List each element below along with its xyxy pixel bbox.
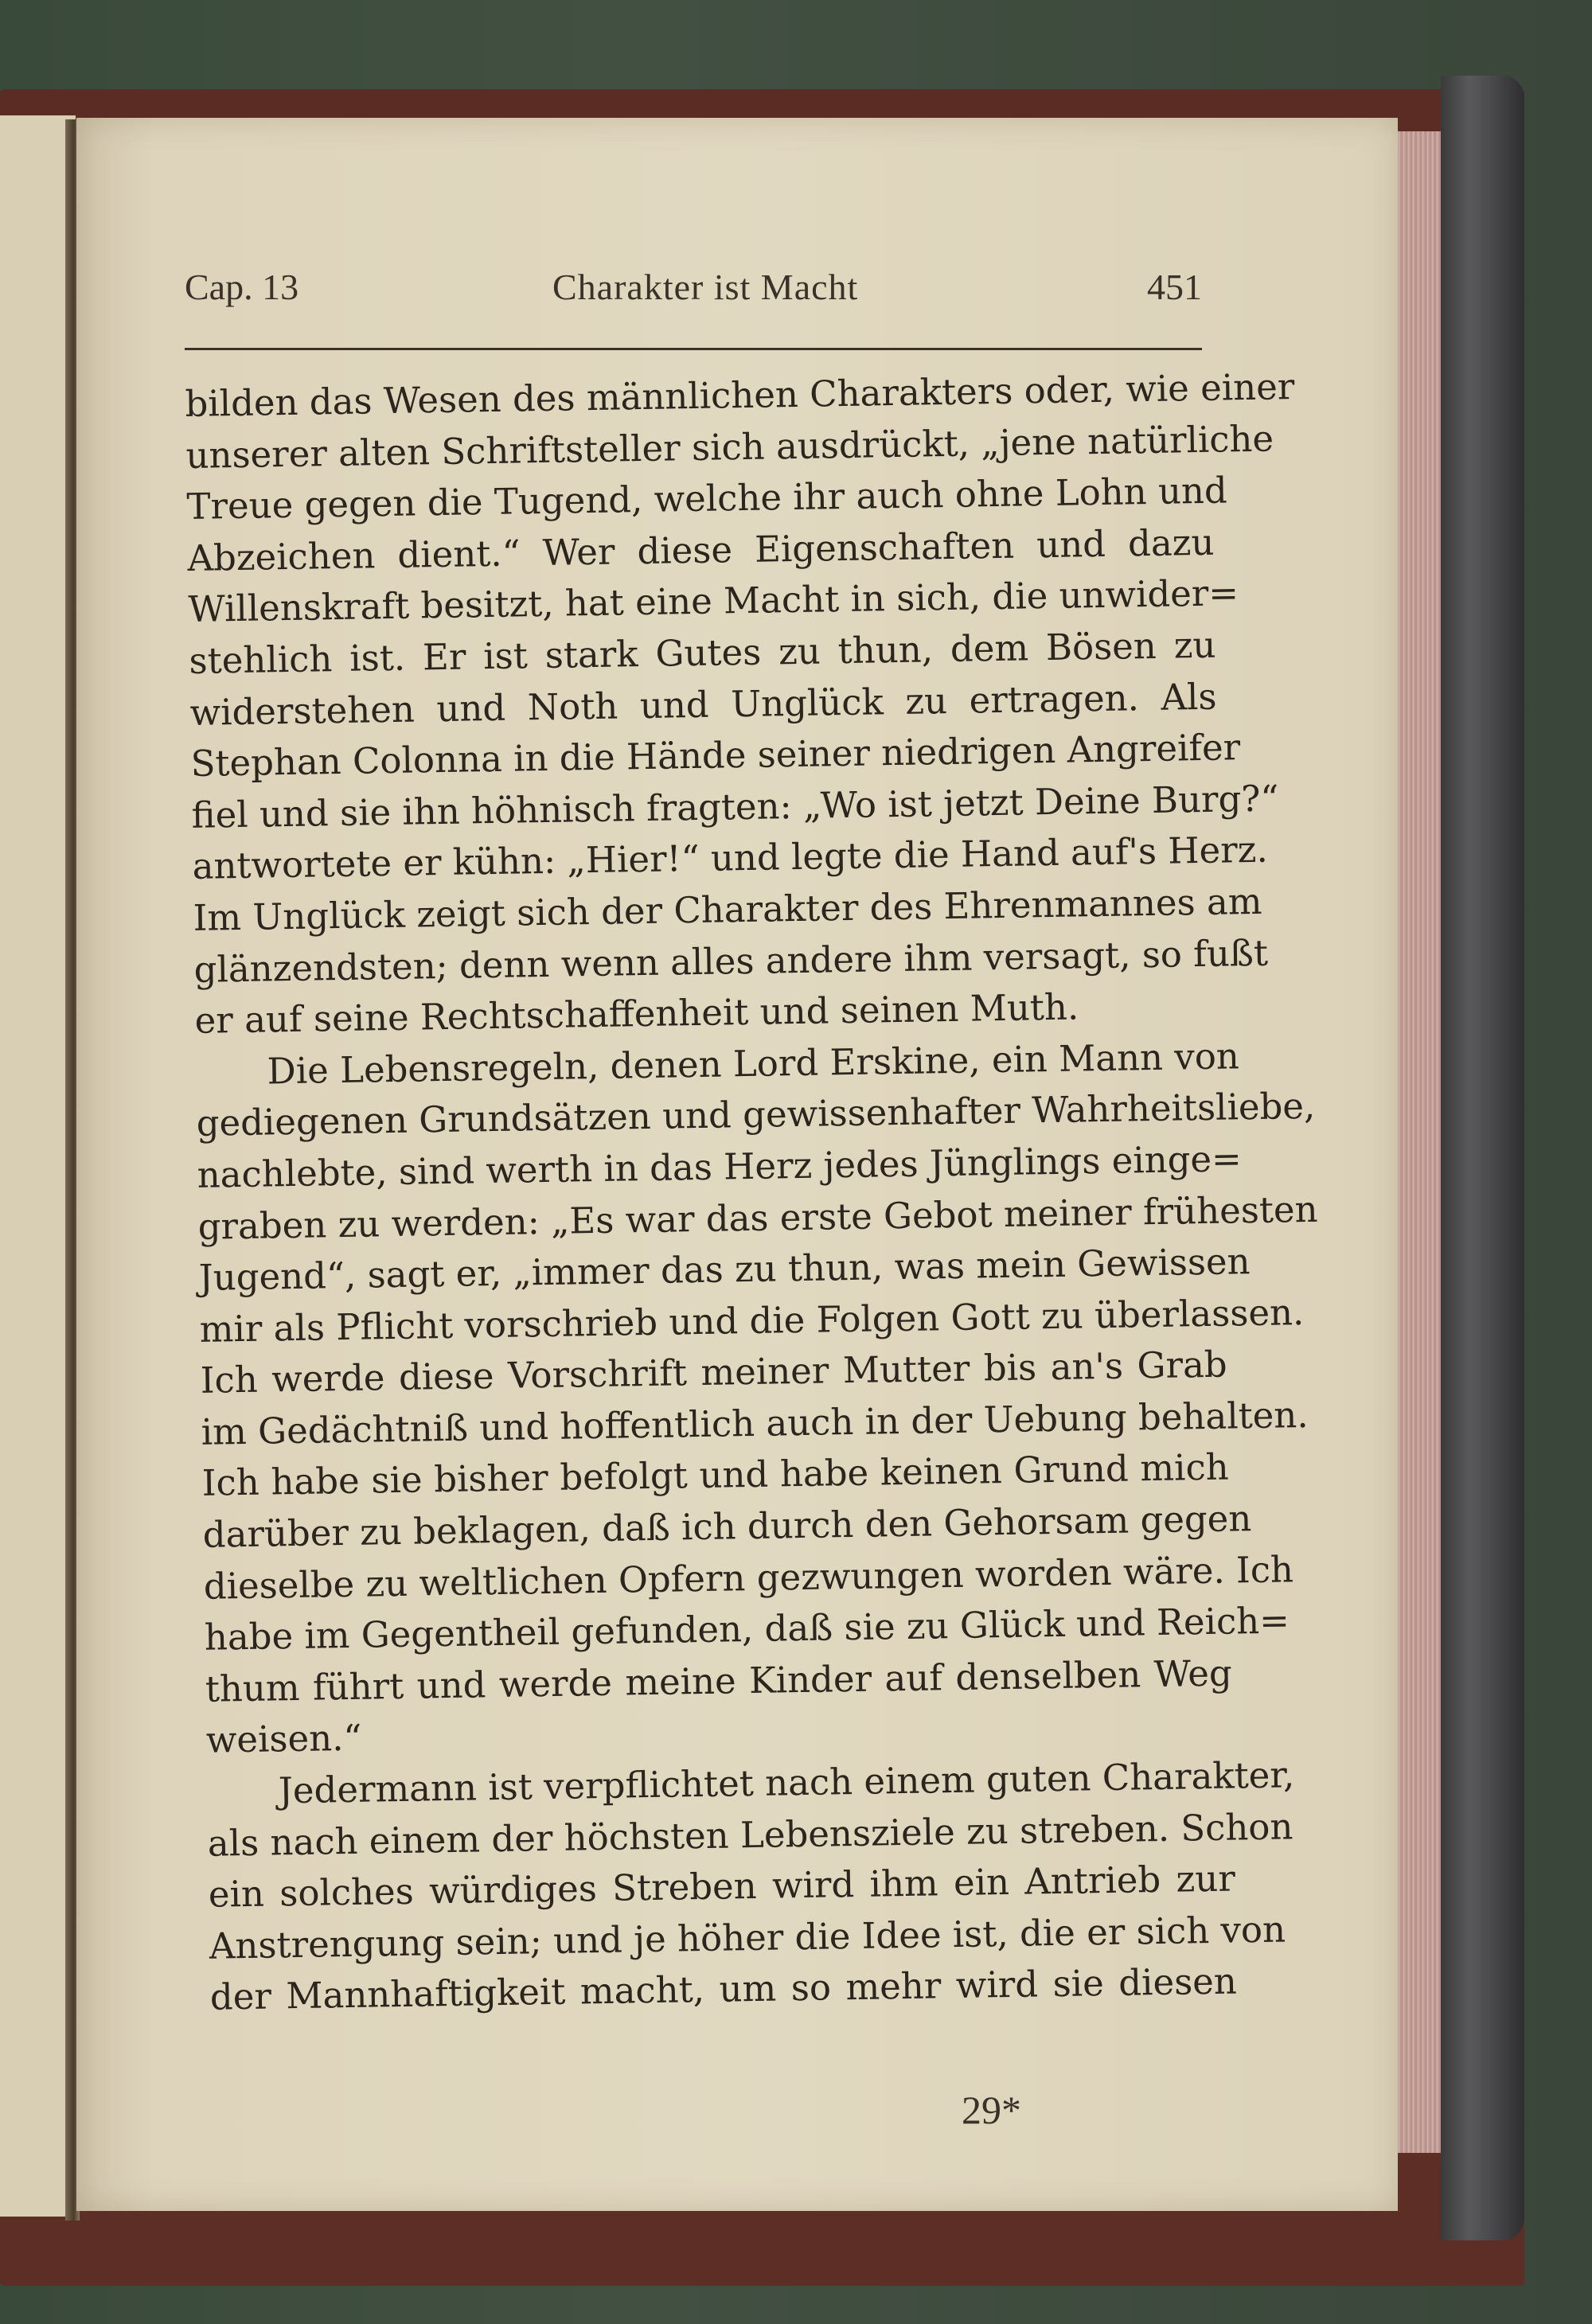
text-line: mir als Pflicht vorschrieb und die Folgen Gott zu überlassen. bbox=[199, 1290, 1305, 1351]
chapter-label: Cap. 13 bbox=[185, 267, 299, 307]
text-line: habe im Gegentheil gefunden, daß sie zu Glück und Reich= bbox=[204, 1599, 1290, 1659]
text-line: Treue gegen die Tugend, welche ihr auch ohne Lohn und bbox=[186, 469, 1228, 528]
text-line: ein solches würdiges Streben wird ihm ein Antrieb zur bbox=[208, 1857, 1236, 1916]
book-spine bbox=[1441, 76, 1524, 2240]
running-header bbox=[185, 266, 1202, 314]
text-line: antwortete er kühn: „Hier!“ und legte die Hand auf's Herz. bbox=[192, 829, 1269, 888]
text-line: unserer alten Schriftsteller sich ausdrückt, „jene natürliche bbox=[185, 417, 1274, 477]
page-number: 451 bbox=[1147, 267, 1202, 307]
text-line: der Mannhaftigkeit macht, um so mehr wird sie diesen bbox=[209, 1959, 1238, 2019]
text-line: glänzendsten; denn wenn alles andere ihm versagt, so fußt bbox=[193, 931, 1269, 991]
text-line: Im Unglück zeigt sich der Charakter des Ehrenmannes am bbox=[193, 879, 1262, 939]
text-line: weisen.“ bbox=[205, 1717, 362, 1762]
text-line: gediegenen Grundsätzen und gewissenhafter Wahrheitsliebe, bbox=[196, 1085, 1316, 1145]
text-line: im Gedächtniß und hoffentlich auch in der Uebung behalten. bbox=[201, 1393, 1309, 1453]
text-line: stehlich ist. Er ist stark Gutes zu thun, dem Bösen zu bbox=[189, 623, 1216, 682]
text-line: Stephan Colonna in die Hände seiner niedrigen Angreifer bbox=[190, 726, 1241, 786]
running-title: Charakter ist Macht bbox=[552, 267, 859, 307]
body-text bbox=[185, 363, 1318, 2024]
left-page-edge bbox=[0, 115, 76, 2217]
text-line: thum führt und werde meine Kinder auf denselben Weg bbox=[205, 1651, 1233, 1710]
text-line: nachlebte, sind werth in das Herz jedes Jünglings einge= bbox=[197, 1137, 1243, 1196]
text-line: Jedermann ist verpflichtet nach einem guten Charakter, bbox=[278, 1753, 1295, 1812]
text-line: Ich werde diese Vorschrift meiner Mutter bis an's Grab bbox=[200, 1343, 1228, 1402]
text-line: Anstrengung sein; und je höher die Idee ist, die er sich von bbox=[209, 1908, 1286, 1967]
text-line: Die Lebensregeln, denen Lord Erskine, ein Mann von bbox=[267, 1035, 1240, 1093]
text-line: dieselbe zu weltlichen Opfern gezwungen worden wäre. Ich bbox=[203, 1547, 1294, 1608]
text-line: Ich habe sie bisher befolgt und habe keinen Grund mich bbox=[201, 1446, 1230, 1505]
text-line: fiel und sie ihn höhnisch fragten: „Wo ist jetzt Deine Burg?“ bbox=[191, 777, 1279, 836]
text-line: als nach einem der höchsten Lebensziele zu streben. Schon bbox=[207, 1804, 1294, 1865]
text-line: Abzeichen dient.“ Wer diese Eigenschaften und dazu bbox=[187, 521, 1215, 579]
header-rule bbox=[185, 348, 1202, 350]
text-line: Willenskraft besitzt, hat eine Macht in sich, die unwider= bbox=[188, 571, 1239, 631]
text-line: Jugend“, sagt er, „immer das zu thun, was mein Gewissen bbox=[198, 1240, 1251, 1299]
text-line: graben zu werden: „Es war das erste Gebot meiner frühesten bbox=[197, 1187, 1318, 1248]
text-line: er auf seine Rechtschaffenheit und seinen Muth. bbox=[194, 985, 1079, 1043]
text-line: darüber zu beklagen, daß ich durch den Gehorsam gegen bbox=[202, 1497, 1252, 1556]
signature-mark: 29* bbox=[962, 2088, 1021, 2132]
text-line: widerstehen und Noth und Unglück zu ertragen. Als bbox=[189, 675, 1217, 734]
text-line: bilden das Wesen des männlichen Charakters oder, wie einer bbox=[185, 365, 1295, 425]
